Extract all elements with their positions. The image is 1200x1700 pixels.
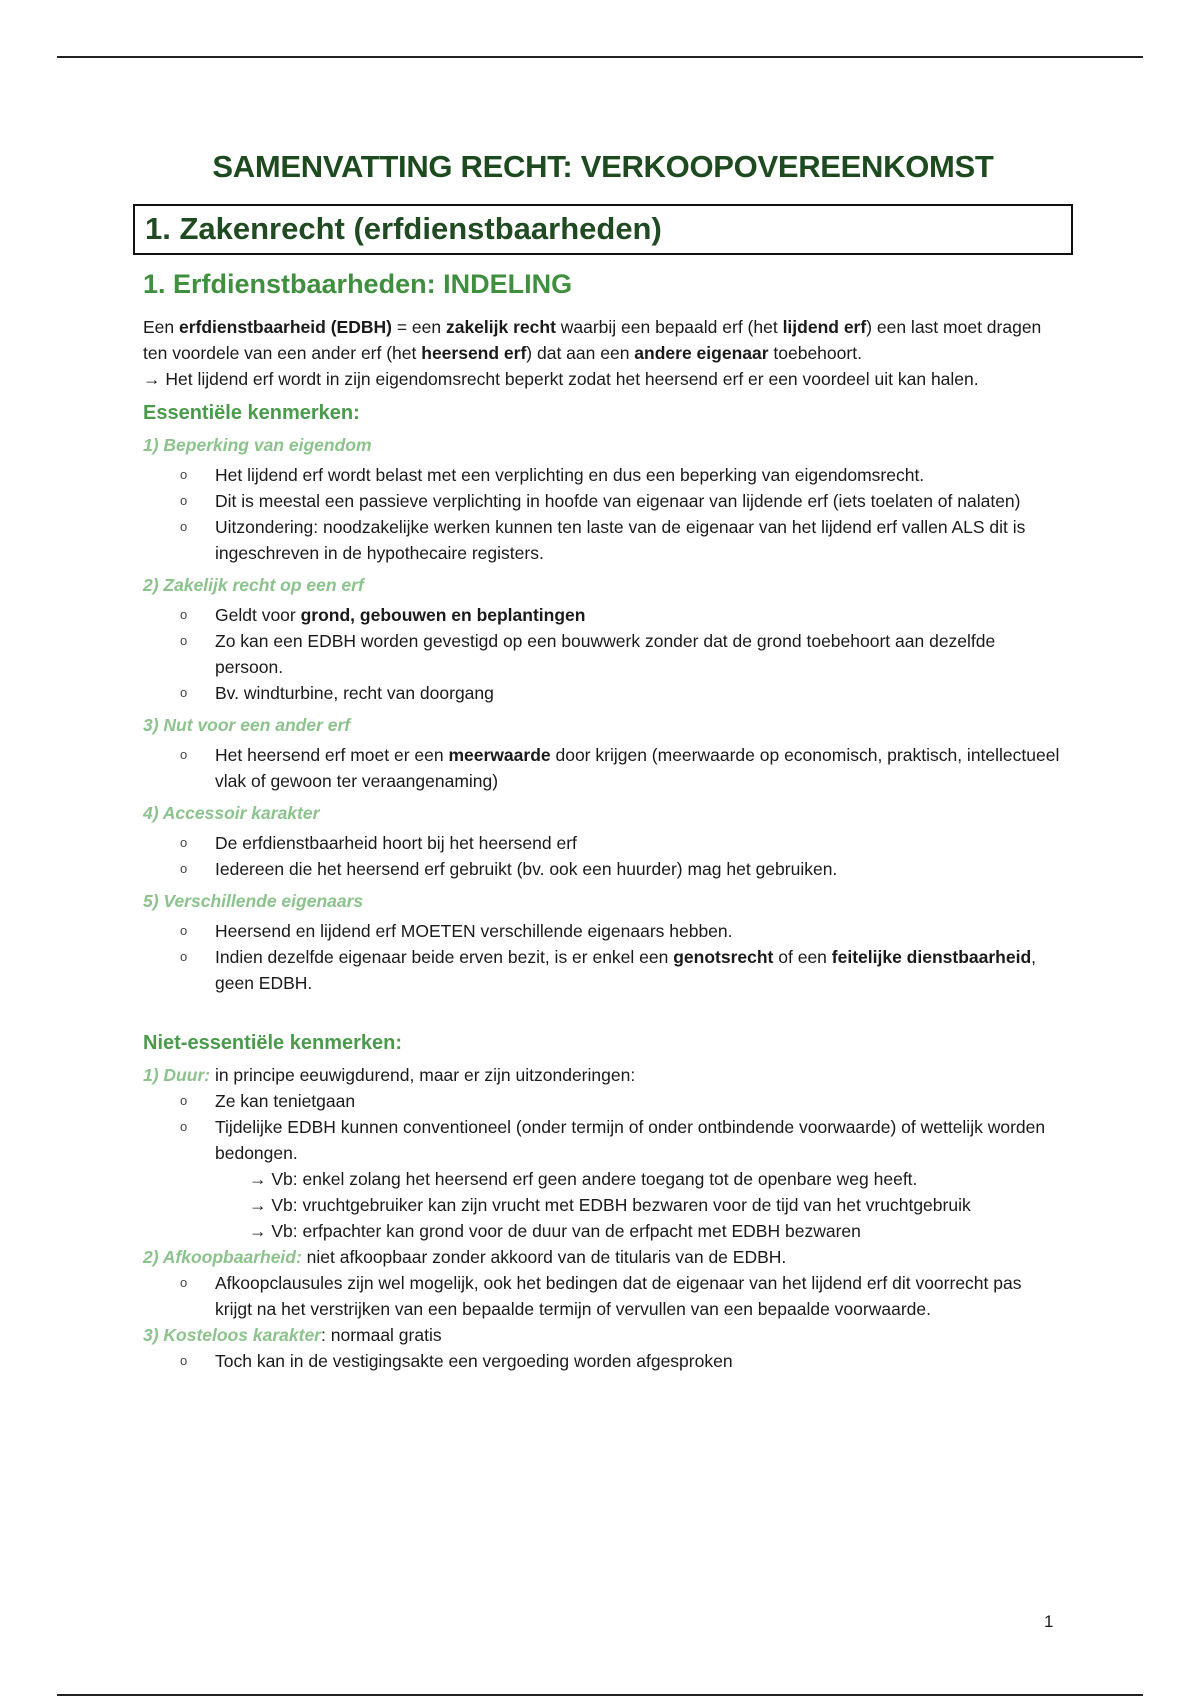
list-item: o Ze kan tenietgaan	[143, 1088, 1063, 1114]
essential-list-4	[143, 830, 1063, 882]
example-line: → Vb: erfpachter kan grond voor de duur van de erfpacht met EDBH bezwaren	[249, 1221, 861, 1242]
header-rule	[57, 56, 1143, 58]
example-line: → Vb: enkel zolang het heersend erf geen andere toegang tot de openbare weg heeft.	[249, 1169, 918, 1190]
example-line: → Vb: vruchtgebruiker kan zijn vrucht met EDBH bezwaren voor de tijd van het vruchtgebruik	[249, 1195, 971, 1216]
nonessential-heading: Niet-essentiële kenmerken:	[143, 1032, 403, 1055]
essential-list-2	[143, 602, 1063, 706]
list-item: o Iedereen die het heersend erf gebruikt (bv. ook een huurder) mag het gebruiken.	[143, 856, 1063, 882]
chapter-heading: 1. Zakenrecht (erfdienstbaarheden)	[133, 204, 1073, 255]
essential-list-3	[143, 742, 1063, 794]
nonessential-item-2: 2) Afkoopbaarheid: niet afkoopbaar zonder akkoord van de titularis van de EDBH.	[143, 1247, 787, 1268]
bullet-icon: o	[180, 949, 188, 965]
essential-subheading-4: 4) Accessoir karakter	[143, 803, 320, 824]
list-item: o Toch kan in de vestigingsakte een vergoeding worden afgesproken	[143, 1348, 1063, 1374]
list-item: o Dit is meestal een passieve verplichting in hoofde van eigenaar van lijdende erf (iets toelaten of nalaten)	[143, 488, 1063, 514]
list-item: o De erfdienstbaarheid hoort bij het heersend erf	[143, 830, 1063, 856]
list-item: o Tijdelijke EDBH kunnen conventioneel (onder termijn of onder ontbindende voorwaarde) of wettelijk worden bedongen.	[143, 1114, 1063, 1166]
nonessential-item-1: 1) Duur: in principe eeuwigdurend, maar er zijn uitzonderingen:	[143, 1065, 636, 1086]
essential-subheading-2: 2) Zakelijk recht op een erf	[143, 575, 364, 596]
list-item: o Geldt voor grond, gebouwen en beplantingen	[143, 602, 1063, 628]
nonessential-list-1	[143, 1088, 1063, 1166]
bullet-icon: o	[180, 747, 188, 763]
intro-arrow-note: → Het lijdend erf wordt in zijn eigendomsrecht beperkt zodat het heersend erf er een voordeel uit kan halen.	[143, 369, 979, 390]
bullet-icon: o	[180, 685, 188, 701]
bullet-icon: o	[180, 923, 188, 939]
bullet-icon: o	[180, 1275, 188, 1291]
list-item: o Uitzondering: noodzakelijke werken kunnen ten laste van de eigenaar van het lijdend erf vallen ALS dit is ingeschreven in de hypothecaire registers.	[143, 514, 1063, 566]
list-item: o Zo kan een EDBH worden gevestigd op een bouwwerk zonder dat de grond toebehoort aan dezelfde persoon.	[143, 628, 1063, 680]
essential-subheading-3: 3) Nut voor een ander erf	[143, 715, 351, 736]
bullet-icon: o	[180, 467, 188, 483]
list-item: o Bv. windturbine, recht van doorgang	[143, 680, 1063, 706]
intro-paragraph: Een erfdienstbaarheid (EDBH) = een zakelijk recht waarbij een bepaald erf (het lijdend erf) een last moet dragen ten voordele van een ander erf (het heersend erf) dat aan een andere eigenaar toebehoort.	[143, 317, 1042, 364]
document-title: SAMENVATTING RECHT: VERKOOPOVEREENKOMST	[212, 149, 994, 184]
essential-list-5	[143, 918, 1063, 996]
nonessential-list-2	[143, 1270, 1063, 1322]
list-item: o Het heersend erf moet er een meerwaarde door krijgen (meerwaarde op economisch, praktisch, intellectueel vlak of gewoon ter veraangenaming)	[143, 742, 1063, 794]
page-number: 1	[1044, 1612, 1054, 1631]
bullet-icon: o	[180, 607, 188, 623]
list-item: o Heersend en lijdend erf MOETEN verschillende eigenaars hebben.	[143, 918, 1063, 944]
list-item: o Afkoopclausules zijn wel mogelijk, ook het bedingen dat de eigenaar van het lijdend erf dit voorrecht pas krijgt na het verstrijken van een bepaalde termijn of vervullen van een bepaalde voorwaarde.	[143, 1270, 1063, 1322]
bullet-icon: o	[180, 861, 188, 877]
nonessential-item-3: 3) Kosteloos karakter: normaal gratis	[143, 1325, 442, 1346]
essential-heading: Essentiële kenmerken:	[143, 402, 360, 425]
bullet-icon: o	[180, 633, 188, 649]
essential-subheading-1: 1) Beperking van eigendom	[143, 435, 372, 456]
bullet-icon: o	[180, 493, 188, 509]
essential-list-1	[143, 462, 1063, 566]
bullet-icon: o	[180, 1093, 188, 1109]
bullet-icon: o	[180, 519, 188, 535]
document-page	[143, 150, 1063, 1374]
bullet-icon: o	[180, 1119, 188, 1135]
section-heading: 1. Erfdienstbaarheden: INDELING	[143, 269, 573, 300]
list-item: o Indien dezelfde eigenaar beide erven bezit, is er enkel een genotsrecht of een feitelijke dienstbaarheid, geen EDBH.	[143, 944, 1063, 996]
list-item: o Het lijdend erf wordt belast met een verplichting en dus een beperking van eigendomsrecht.	[143, 462, 1063, 488]
bullet-icon: o	[180, 835, 188, 851]
essential-subheading-5: 5) Verschillende eigenaars	[143, 891, 364, 912]
bullet-icon: o	[180, 1353, 188, 1369]
footer-rule	[57, 1694, 1143, 1696]
nonessential-list-3	[143, 1348, 1063, 1374]
